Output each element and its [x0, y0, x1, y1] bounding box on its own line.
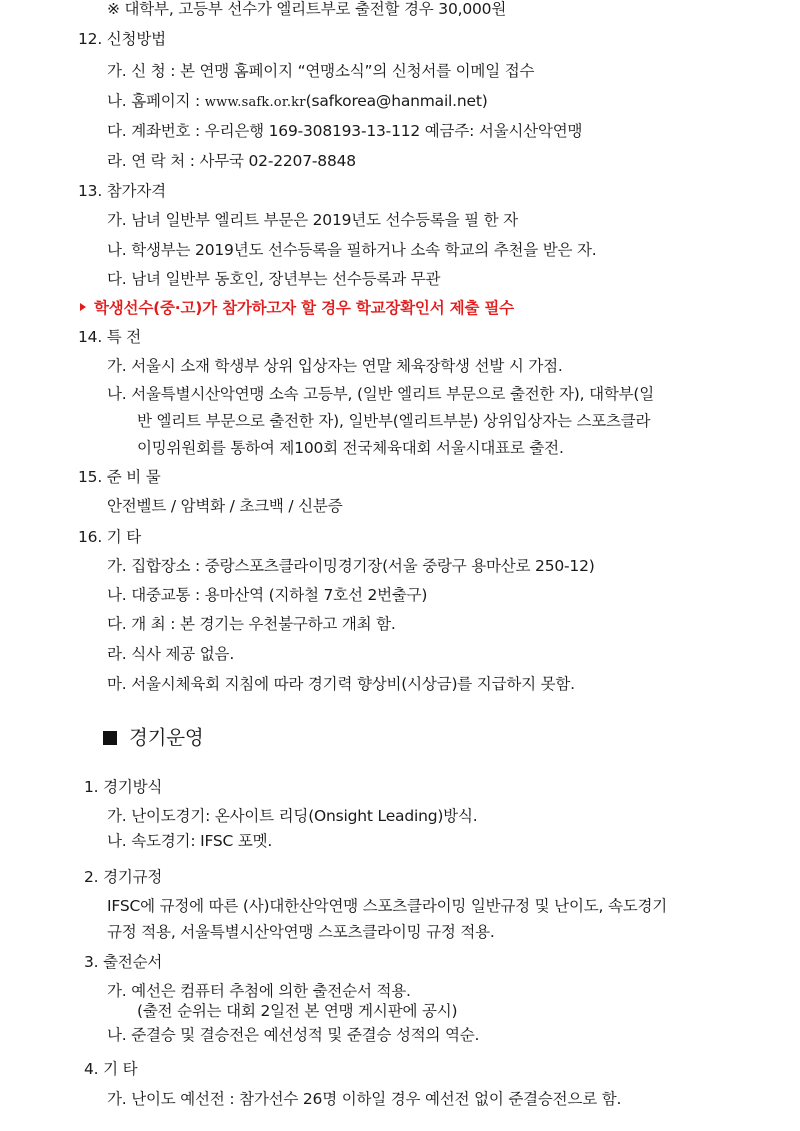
benefit-b-line2: 반 엘리트 부문으로 출전한 자), 일반부(엘리트부분) 상위입상자는 스포츠클라: [137, 412, 651, 430]
misc-b: 나. 대중교통 : 용마산역 (지하철 7호선 2번출구): [107, 586, 428, 604]
student-notice: [80, 297, 514, 319]
ops-2-line1: IFSC에 규정에 따른 (사)대한산악연맹 스포츠클라이밍 일반규정 및 난이도, 속도경기: [107, 897, 668, 915]
fee-note: ※ 대학부, 고등부 선수가 엘리트부로 출전할 경우 30,000원: [107, 0, 507, 18]
homepage-label: 나. 홈페이지 :: [107, 92, 205, 110]
equipment-list: 안전벨트 / 암벽화 / 초크백 / 신분증: [107, 497, 343, 515]
misc-a: 가. 집합장소 : 중랑스포츠클라이밍경기장(서울 중랑구 용마산로 250-12): [107, 557, 595, 575]
benefit-b-line3: 이밍위원회를 통하여 제100회 전국체육대회 서울시대표로 출전.: [137, 439, 564, 457]
contact-line: 라. 연 락 처 : 사무국 02-2207-8848: [107, 152, 356, 170]
section-16-title: 16. 기 타: [78, 528, 142, 546]
ops-2-title: 2. 경기규정: [84, 868, 163, 886]
homepage-url[interactable]: www.safk.or.kr: [204, 95, 306, 110]
benefit-a: 가. 서울시 소재 학생부 상위 입상자는 연말 체육장학생 선발 시 가점.: [107, 357, 563, 375]
ops-1-a: 가. 난이도경기: 온사이트 리딩(Onsight Leading)방식.: [107, 807, 478, 825]
eligibility-a: 가. 남녀 일반부 엘리트 부문은 2019년도 선수등록을 필 한 자: [107, 211, 518, 229]
section-12-title: 12. 신청방법: [78, 30, 166, 48]
misc-e: 마. 서울시체육회 지침에 따라 경기력 향상비(시상금)를 지급하지 못함.: [107, 675, 575, 693]
apply-method-text: 본 연맹 홈페이지 “연맹소식”의 신청서를 이메일 접수: [179, 62, 535, 80]
contact-email[interactable]: (safkorea@hanmail.net): [305, 92, 488, 110]
ops-3-a: 가. 예선은 컴퓨터 추첨에 의한 출전순서 적용.: [107, 982, 411, 1000]
ops-3-b: 나. 준결승 및 결승전은 예선성적 및 준결승 성적의 역순.: [107, 1026, 480, 1044]
ops-3-a-note: (출전 순위는 대회 2일전 본 연맹 게시판에 공시): [137, 1002, 458, 1020]
ops-4-a: 가. 난이도 예선전 : 참가선수 26명 이하일 경우 예선전 없이 준결승전으로 함.: [107, 1090, 622, 1108]
apply-method-line: [107, 60, 534, 82]
ops-1-title: 1. 경기방식: [84, 778, 163, 796]
homepage-line: [107, 90, 488, 114]
ops-3-title: 3. 출전순서: [84, 953, 163, 971]
section-14-title: 14. 특 전: [78, 328, 142, 346]
misc-d: 라. 식사 제공 없음.: [107, 645, 235, 663]
ops-2-line2: 규정 적용, 서울특별시산악연맹 스포츠클라이밍 규정 적용.: [107, 923, 495, 941]
benefit-b-line1: 나. 서울특별시산악연맹 소속 고등부, (일반 엘리트 부문으로 출전한 자), 대학부(일: [107, 385, 655, 403]
student-notice-text: 학생선수(중·고)가 참가하고자 할 경우 학교장확인서 제출 필수: [94, 299, 514, 317]
operations-heading: [103, 727, 204, 749]
ops-4-title: 4. 기 타: [84, 1060, 138, 1078]
triangle-bullet-icon: [80, 303, 86, 311]
eligibility-b: 나. 학생부는 2019년도 선수등록을 필하거나 소속 학교의 추천을 받은 자.: [107, 241, 597, 259]
misc-c: 다. 개 최 : 본 경기는 우천불구하고 개최 함.: [107, 615, 396, 633]
ops-1-b: 나. 속도경기: IFSC 포멧.: [107, 832, 273, 850]
section-13-title: 13. 참가자격: [78, 182, 166, 200]
apply-method-label: 가. 신 청 :: [107, 62, 180, 80]
operations-heading-text: 경기운영: [129, 726, 204, 749]
bank-account-line: 다. 계좌번호 : 우리은행 169-308193-13-112 예금주: 서울시산악연맹: [107, 122, 583, 140]
square-bullet-icon: [103, 731, 117, 745]
eligibility-c: 다. 남녀 일반부 동호인, 장년부는 선수등록과 무관: [107, 270, 441, 288]
section-15-title: 15. 준 비 물: [78, 468, 161, 486]
